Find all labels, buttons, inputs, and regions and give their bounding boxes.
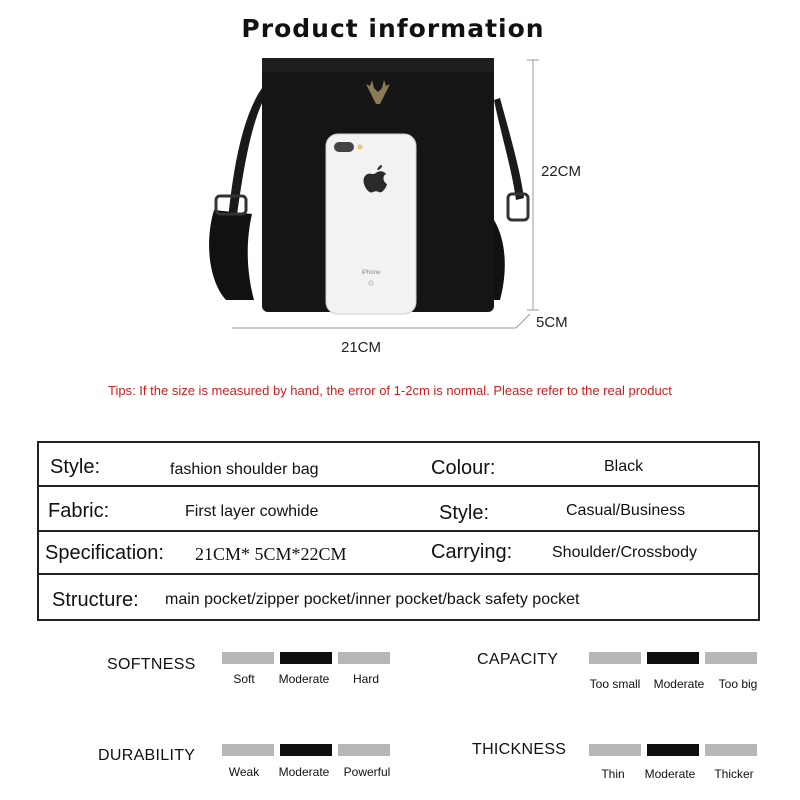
phone — [326, 134, 416, 314]
spec-value: 21CM* 5CM*22CM — [195, 544, 347, 564]
spec-key: Colour: — [431, 457, 496, 479]
scale-label: Moderate — [278, 672, 330, 686]
spec-row — [39, 532, 758, 575]
scale-bar — [589, 652, 641, 664]
spec-table — [37, 441, 760, 621]
spec-value: main pocket/zipper pocket/inner pocket/back safety pocket — [165, 591, 580, 608]
size-tips: Tips: If the size is measured by hand, the error of 1-2cm is normal. Please refer to the real product — [108, 383, 672, 398]
scale-bar-selected — [280, 652, 332, 664]
spec-key: Carrying: — [431, 541, 513, 563]
spec-key: Style: — [439, 502, 490, 524]
spec-row — [39, 443, 758, 487]
spec-value: Black — [604, 458, 644, 475]
scale-label: Too small — [589, 677, 641, 691]
scale-name-thickness: THICKNESS — [472, 741, 567, 758]
scale-name-capacity: CAPACITY — [477, 651, 559, 668]
scale-label: Too big — [718, 677, 758, 691]
spec-key: Structure: — [52, 589, 139, 611]
depth-dimension-line — [516, 314, 530, 328]
scale-name-durability: DURABILITY — [98, 747, 196, 764]
spec-key: Fabric: — [48, 500, 110, 522]
strap-wide — [209, 210, 254, 300]
scale-bar — [705, 744, 757, 756]
scale-label: Moderate — [278, 765, 330, 779]
scale-bar — [589, 744, 641, 756]
scale-bar — [222, 652, 274, 664]
bag-illustration — [0, 0, 800, 380]
scale-label: Weak — [228, 765, 260, 779]
scale-label: Thin — [601, 767, 625, 781]
spec-value: fashion shoulder bag — [170, 461, 319, 478]
scale-bar — [222, 744, 274, 756]
bag-flap — [262, 58, 494, 72]
scale-label: Soft — [233, 672, 255, 686]
scale-name-softness: SOFTNESS — [107, 656, 196, 673]
strap-right — [494, 98, 524, 200]
spec-value: First layer cowhide — [185, 503, 319, 520]
depth-label: 5CM — [536, 314, 568, 331]
scale-bar-selected — [647, 652, 699, 664]
scale-label: Moderate — [653, 677, 705, 691]
scale-bar — [338, 744, 390, 756]
spec-row — [39, 487, 758, 532]
scale-label: Hard — [352, 672, 379, 686]
spec-value: Casual/Business — [566, 502, 686, 519]
scale-bar-selected — [280, 744, 332, 756]
height-label: 22CM — [541, 163, 582, 180]
spec-value: Shoulder/Crossbody — [552, 544, 697, 561]
scale-label: Moderate — [644, 767, 696, 781]
spec-key: Specification: — [45, 542, 164, 564]
phone-flash — [358, 145, 363, 150]
spec-row — [39, 575, 758, 621]
phone-camera — [334, 142, 354, 152]
spec-key: Style: — [50, 456, 101, 478]
page-title: Product information — [241, 14, 545, 43]
scale-bar-selected — [647, 744, 699, 756]
scale-label: Thicker — [714, 767, 754, 781]
scale-bar — [338, 652, 390, 664]
product-photo — [0, 0, 800, 380]
scale-bar — [705, 652, 757, 664]
phone-brand-text: iPhone — [361, 270, 381, 276]
width-label: 21CM — [341, 339, 382, 356]
scale-label: Powerful — [343, 765, 391, 779]
